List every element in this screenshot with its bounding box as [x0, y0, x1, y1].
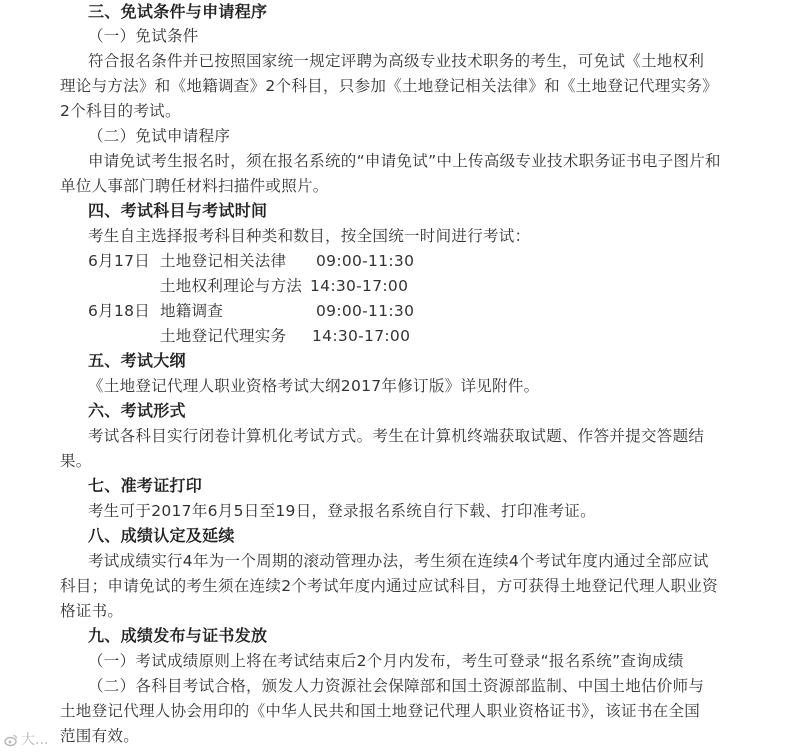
schedule-subject: 地籍调查 — [160, 302, 224, 320]
schedule-time: 14:30-17:00 — [310, 277, 409, 295]
schedule-subject: 土地登记代理实务 — [160, 327, 287, 345]
section-3-heading: 三、免试条件与申请程序 — [88, 2, 268, 21]
section-7-heading: 七、准考证打印 — [88, 476, 203, 495]
paragraph-line: 科目；申请免试的考生须在连续2个考试年度内通过应试科目，方可获得土地登记代理人职业资 — [60, 577, 718, 595]
paragraph-line: 考试各科目实行闭卷计算机化考试方式。考生在计算机终端获取试题、作答并提交答题结 — [88, 427, 705, 445]
paragraph-line: 果。 — [60, 452, 92, 470]
schedule-time: 14:30-17:00 — [312, 327, 411, 345]
paragraph-line: 申请免试考生报名时，须在报名系统的“申请免试”中上传高级专业技术职务证书电子图片和 — [88, 152, 721, 170]
paragraph-line: 土地登记代理人协会用印的《中华人民共和国土地登记代理人职业资格证书》，该证书在全国 — [60, 702, 701, 720]
schedule-time: 09:00-11:30 — [316, 252, 415, 270]
watermark-text: 大... — [21, 732, 49, 748]
schedule-time: 09:00-11:30 — [316, 302, 415, 320]
section-3-sub2: （二）免试申请程序 — [88, 127, 231, 145]
schedule-date: 6月18日 — [88, 302, 151, 320]
section-8-heading: 八、成绩认定及延续 — [88, 526, 235, 545]
section-9-item1: （一）考试成绩原则上将在考试结束后2个月内发布，考生可登录“报名系统”查询成绩 — [88, 652, 684, 670]
paragraph-line: 理论与方法》和《地籍调查》2个科目，只参加《土地登记相关法律》和《土地登记代理实务》 — [60, 77, 718, 95]
section-3-sub1: （一）免试条件 — [88, 27, 199, 45]
schedule-date: 6月17日 — [88, 252, 151, 270]
section-9-heading: 九、成绩发布与证书发放 — [88, 626, 268, 645]
paragraph-line: 单位人事部门聘任材料扫描件或照片。 — [60, 177, 329, 195]
paragraph-line: 符合报名条件并已按照国家统一规定评聘为高级专业技术职务的考生，可免试《土地权利 — [88, 52, 705, 70]
section-7-text: 考生可于2017年6月5日至19日，登录报名系统自行下载、打印准考证。 — [88, 502, 596, 520]
paragraph-line: 考试成绩实行4年为一个周期的滚动管理办法，考生须在连续4个考试年度内通过全部应试 — [88, 552, 709, 570]
paragraph-line: 格证书。 — [60, 602, 124, 620]
paragraph-line: 范围有效。 — [60, 727, 140, 745]
paragraph-line: 2个科目的考试。 — [60, 102, 181, 120]
section-6-heading: 六、考试形式 — [88, 401, 186, 420]
section-4-heading: 四、考试科目与考试时间 — [88, 201, 268, 220]
schedule-subject: 土地登记相关法律 — [160, 252, 287, 270]
watermark — [4, 732, 48, 748]
schedule-subject: 土地权利理论与方法 — [160, 277, 303, 295]
paragraph-line: （二）各科目考试合格，颁发人力资源社会保障部和国土资源部监制、中国土地估价师与 — [88, 677, 705, 695]
section-5-text: 《土地登记代理人职业资格考试大纲2017年修订版》详见附件。 — [88, 377, 540, 395]
section-5-heading: 五、考试大纲 — [88, 351, 186, 370]
section-4-intro: 考生自主选择报考科目种类和数目，按全国统一时间进行考试： — [88, 227, 531, 245]
weibo-icon — [4, 733, 18, 747]
